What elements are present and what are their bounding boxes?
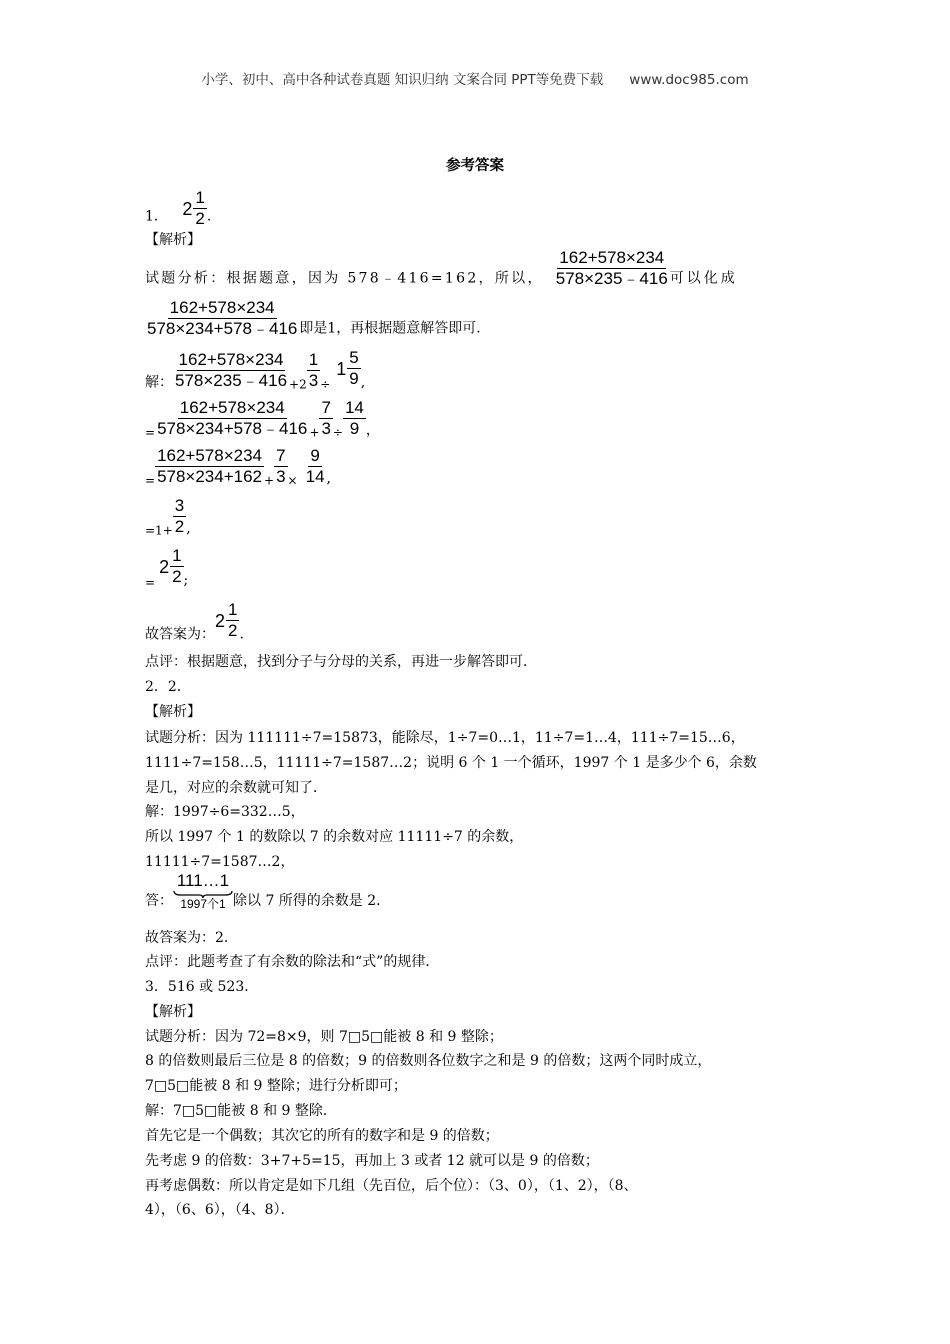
q1-step-1: 解： $\frac{162+578\times 234}{578\times 235﹣416}$ +2 $\frac{1}{3}$ ÷ 1 $\frac{5}{9}$ , [145,348,366,392]
q2-comment: 点评：此题考查了有余数的除法和“式”的规律． [145,954,440,970]
q1-number: 1． [145,208,168,225]
q2-line-2: 1111÷7=158…5，11111÷7=1587…2；说明 6 个 1 一个循环，1997 个 1 是多少个 6，余数 [145,755,757,771]
q1-step-3: = $\frac{162+578\times 234}{578\times 234+162}$ + $\frac{7}{3}$ × $\frac{9}{14}$ , [145,446,331,488]
q3-line-7: 再考虑偶数：所以肯定是如下几组（先百位，后个位）：（3、0），（1、2），（8、 [145,1178,638,1194]
q3-line-2: 8 的倍数则最后三位是 8 的倍数；9 的倍数则各位数字之和是 9 的倍数；这两个同时成立， [145,1053,712,1069]
q1-final: 故答案为： 2 $\frac{1}{2}$ . [145,600,244,643]
q1-answer: 2 $\frac{1}{2}$ [182,188,205,228]
q1-step-5: = 2 $\frac{1}{2}$ ; [145,546,189,590]
q1-comment: 点评：根据题意，找到分子与分母的关系，再进一步解答即可． [145,654,537,670]
q1-analysis-fraction-a: $\frac{162+578\times 234}{578\times 235﹣416}$ [555,248,668,288]
q3-line-8: 4），（6、6），（4、8）． [145,1202,295,1218]
q2-line-1: 试题分析：因为 111111÷7=15873，能除尽，1÷7=0…1，11÷7=1…4，111÷7=15…6， [145,730,745,746]
header-site: www.doc985.com [629,72,749,88]
q3-answer: 3．516 或 523． [145,979,259,995]
q1-analysis-line: 试题分析：根据题意，因为 578﹣416=162，所以， $\frac{162+578\times 234}{578\times 235﹣416}$ 可以化成 [145,248,738,288]
q3-jiexi: 【解析】 [145,1004,201,1020]
q2-answer: 2．2． [145,679,191,695]
q2-line-5: 所以 1997 个 1 的数除以 7 的余数对应 11111÷7 的余数， [145,829,524,845]
header-text: 小学、初中、高中各种试卷真题 知识归纳 文案合同 PPT等免费下载 [201,72,604,88]
q1-jiexi: 【解析】 [145,232,201,248]
q2-final: 故答案为：2． [145,930,238,946]
q3-line-3: 7□5□能被 8 和 9 整除；进行分析即可； [145,1078,407,1094]
q1-analysis-fraction-b: $\frac{162+578\times 234}{578\times 234+578﹣416}$ [147,298,298,338]
page-header [0,68,950,88]
q1-step-2: = $\frac{162+578\times 234}{578\times 234+578﹣416}$ + $\frac{7}{3}$ ÷ $\frac{14}{9}$ ， [145,398,380,440]
q1-answer-line: 1． 2 $\frac{1}{2}$ . [145,188,212,228]
underbrace: 111…1 1997个1 [173,872,233,910]
q3-line-4: 解：7□5□能被 8 和 9 整除． [145,1103,337,1119]
q3-line-5: 首先它是一个偶数；其次它的所有的数字和是 9 的倍数； [145,1128,499,1144]
q2-line-4: 解：1997÷6=332…5， [145,804,305,820]
q3-line-6: 先考虑 9 的倍数：3+7+5=15，再加上 3 或者 12 就可以是 9 的倍数； [145,1153,599,1169]
q2-jiexi: 【解析】 [145,704,201,720]
page-title: 参考答案 [446,158,504,174]
q3-line-1: 试题分析：因为 72=8×9，则 7□5□能被 8 和 9 整除； [145,1029,503,1045]
q1-analysis-line-2: $\frac{162+578\times 234}{578\times 234+578﹣416}$ 即是1，再根据题意解答即可． [147,298,491,338]
q2-line-6: 11111÷7=1587…2， [145,854,295,870]
q2-answer-line: 答： 111…1 1997个1 除以 7 所得的余数是 2． [145,871,391,911]
q2-line-3: 是几，对应的余数就可知了． [145,780,327,796]
q1-step-4: =1+ $\frac{3}{2}$ , [145,496,191,538]
